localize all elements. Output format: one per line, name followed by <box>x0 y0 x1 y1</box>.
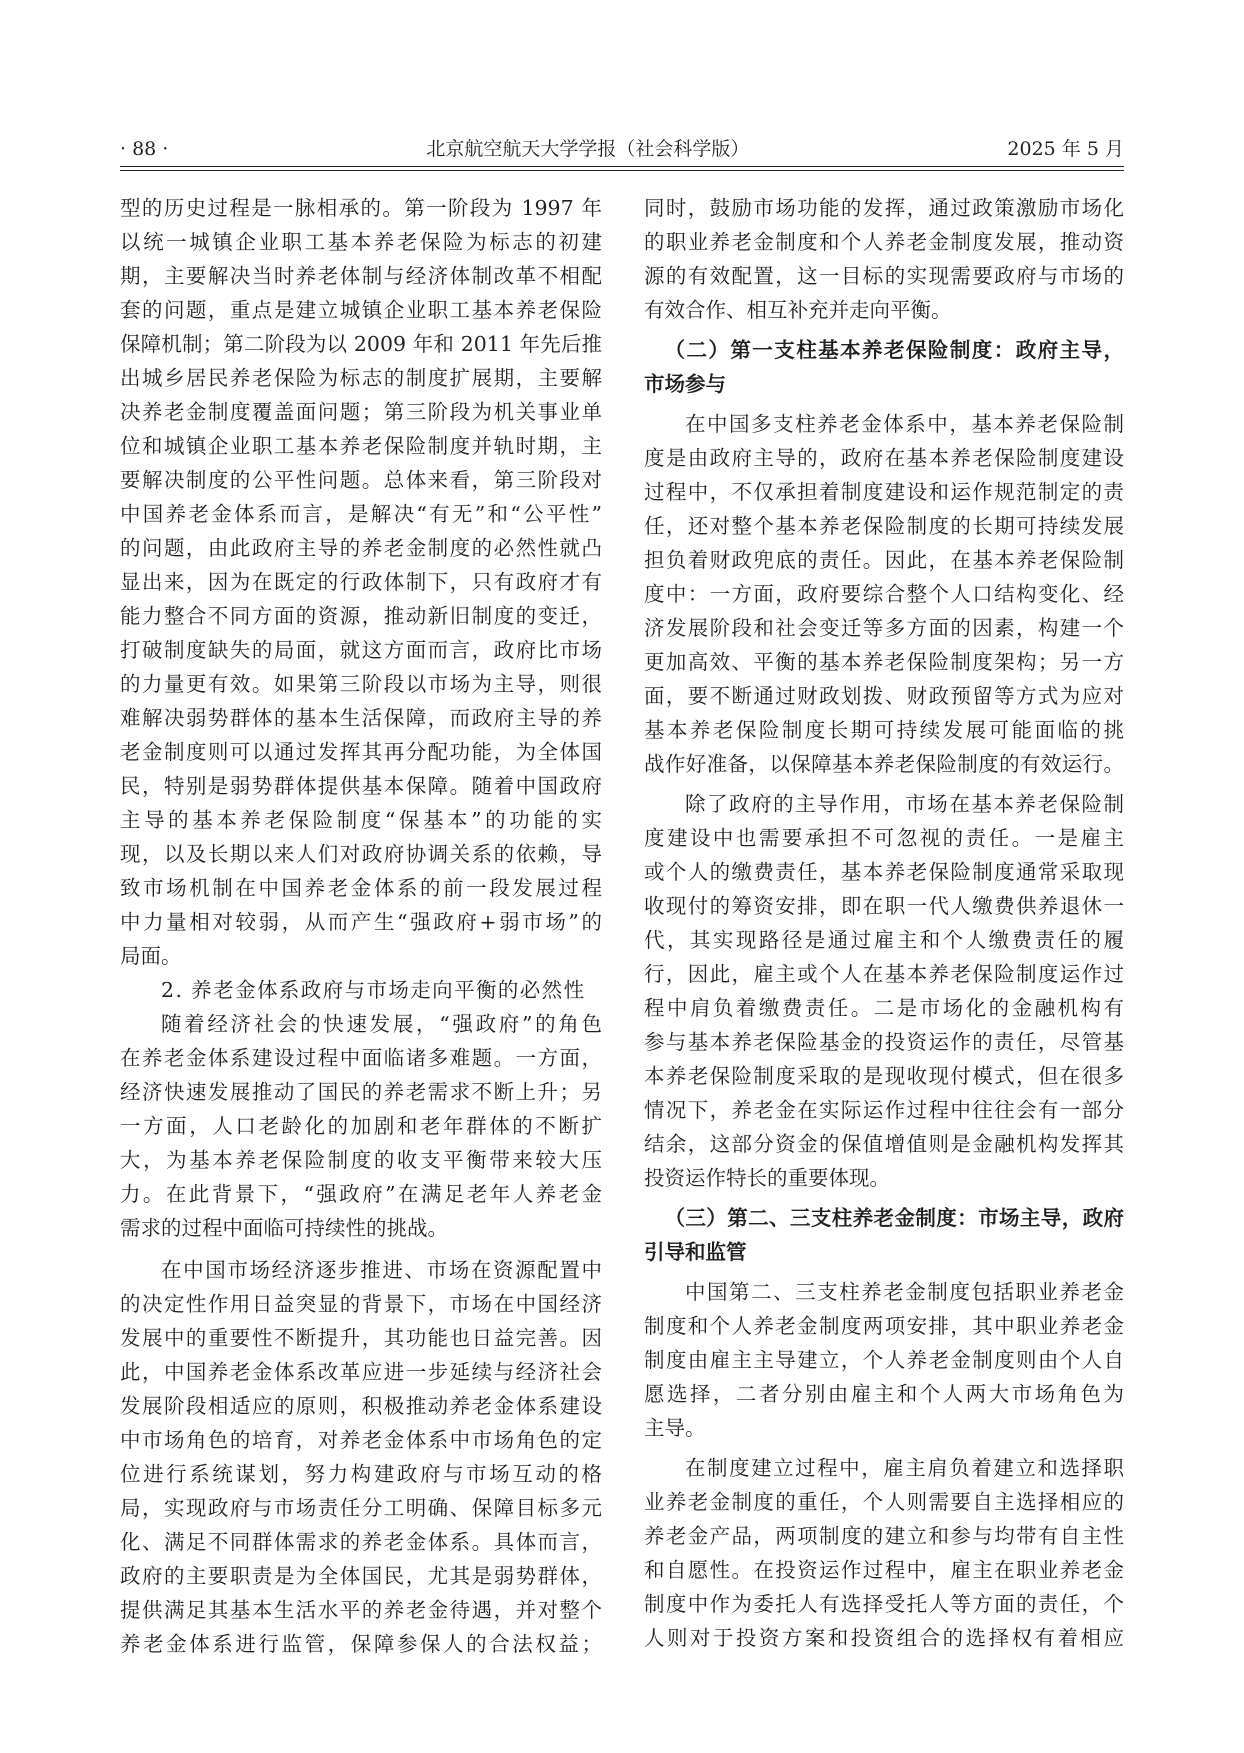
text-line: 致市场机制在中国养老金体系的前一段发展过程 <box>120 876 602 900</box>
text-line: 业养老金制度的重任，个人则需要自主选择相应的 <box>644 1490 1124 1514</box>
section-heading: 2. 养老金体系政府与市场走向平衡的必然性 <box>161 978 586 1002</box>
text-line: 更加高效、平衡的基本养老保险制度架构；另一方 <box>644 650 1124 674</box>
text-line: 经济快速发展推动了国民的养老需求不断上升；另 <box>120 1080 602 1104</box>
heading-line: 市场参与 <box>644 372 726 396</box>
text-line: 中力量相对较弱，从而产生“强政府+弱市场”的 <box>120 910 602 934</box>
heading-line: （三）第二、三支柱养老金制度：市场主导，政府 <box>664 1206 1124 1230</box>
paragraph <box>120 191 602 973</box>
text-line: 以统一城镇企业职工基本养老保险为标志的初建 <box>120 230 602 254</box>
text-line: 打破制度缺失的局面，就这方面而言，政府比市场 <box>120 638 602 662</box>
text-line: 源的有效配置，这一目标的实现需要政府与市场的 <box>644 264 1124 288</box>
text-line: 位和城镇企业职工基本养老保险制度并轨时期，主 <box>120 434 602 458</box>
text-line: 化、满足不同群体需求的养老金体系。具体而言， <box>120 1530 602 1554</box>
text-line: 同时，鼓励市场功能的发挥，通过政策激励市场化 <box>644 196 1124 220</box>
text-line: 参与基本养老保险基金的投资运作的责任，尽管基 <box>644 1030 1124 1054</box>
subsection-heading <box>644 333 1124 401</box>
text-line: 期，主要解决当时养老体制与经济体制改革不相配 <box>120 264 602 288</box>
text-line: 养老金体系进行监管，保障参保人的合法权益； <box>120 1632 602 1656</box>
text-line: 养老金产品，两项制度的建立和参与均带有自主性 <box>644 1524 1124 1548</box>
text-line: 需求的过程中面临可持续性的挑战。 <box>120 1216 448 1240</box>
right-column <box>644 191 1124 1655</box>
text-line: 担负着财政兜底的责任。因此，在基本养老保险制 <box>644 548 1124 572</box>
heading-line: （二）第一支柱基本养老保险制度：政府主导， <box>664 338 1124 362</box>
text-line: 的力量更有效。如果第三阶段以市场为主导，则很 <box>120 672 602 696</box>
text-line: 套的问题，重点是建立城镇企业职工基本养老保险 <box>120 298 602 322</box>
text-line: 型的历史过程是一脉相承的。第一阶段为 1997 年 <box>120 196 602 220</box>
text-line: 收现付的筹资安排，即在职一代人缴费供养退休一 <box>644 894 1124 918</box>
text-line: 结余，这部分资金的保值增值则是金融机构发挥其 <box>644 1132 1124 1156</box>
journal-title: 北京航空航天大学学报（社会科学版） <box>426 138 750 160</box>
issue-date: 2025 年 5 月 <box>1007 138 1124 160</box>
text-line: 现，以及长期以来人们对政府协调关系的依赖，导 <box>120 842 602 866</box>
text-line: 或个人的缴费责任，基本养老保险制度通常采取现 <box>644 860 1124 884</box>
text-line: 决养老金制度覆盖面问题；第三阶段为机关事业单 <box>120 400 602 424</box>
text-line: 基本养老保险制度长期可持续发展可能面临的挑 <box>644 718 1124 742</box>
left-column <box>120 191 602 1661</box>
text-line: 局，实现政府与市场责任分工明确、保障目标多元 <box>120 1496 602 1520</box>
text-line: 中国养老金体系而言，是解决“有无”和“公平性” <box>120 502 602 526</box>
text-line: 主导的基本养老保险制度“保基本”的功能的实 <box>120 808 602 832</box>
text-line: 中国第二、三支柱养老金制度包括职业养老金 <box>685 1280 1124 1304</box>
text-line: 在制度建立过程中，雇主肩负着建立和选择职 <box>685 1456 1124 1480</box>
text-line: 中市场角色的培育，对养老金体系中市场角色的定 <box>120 1428 602 1452</box>
text-line: 政府的主要职责是为全体国民，尤其是弱势群体， <box>120 1564 602 1588</box>
text-line: 任，还对整个基本养老保险制度的长期可持续发展 <box>644 514 1124 538</box>
text-line: 民，特别是弱势群体提供基本保障。随着中国政府 <box>120 774 602 798</box>
header-rule <box>120 166 1124 171</box>
text-line: 难解决弱势群体的基本生活保障，而政府主导的养 <box>120 706 602 730</box>
running-header <box>120 136 1124 162</box>
paragraph <box>644 787 1124 1195</box>
text-line: 一方面，人口老龄化的加剧和老年群体的不断扩 <box>120 1114 602 1138</box>
text-line: 主导。 <box>644 1416 706 1440</box>
text-line: 位进行系统谋划，努力构建政府与市场互动的格 <box>120 1462 602 1486</box>
text-line: 行，因此，雇主或个人在基本养老保险制度运作过 <box>644 962 1124 986</box>
text-line: 除了政府的主导作用，市场在基本养老保险制 <box>685 792 1124 816</box>
text-line: 出城乡居民养老保险为标志的制度扩展期，主要解 <box>120 366 602 390</box>
paragraph <box>644 191 1124 327</box>
paragraph <box>120 1007 602 1245</box>
paragraph <box>644 1275 1124 1445</box>
text-line: 人则对于投资方案和投资组合的选择权有着相应 <box>644 1626 1124 1650</box>
text-line: 发展中的重要性不断提升，其功能也日益完善。因 <box>120 1326 602 1350</box>
text-line: 本养老保险制度采取的是现收现付模式，但在很多 <box>644 1064 1124 1088</box>
text-line: 制度由雇主主导建立，个人养老金制度则由个人自 <box>644 1348 1124 1372</box>
text-line: 的问题，由此政府主导的养老金制度的必然性就凸 <box>120 536 602 560</box>
text-line: 的职业养老金制度和个人养老金制度发展，推动资 <box>644 230 1124 254</box>
text-line: 此，中国养老金体系改革应进一步延续与经济社会 <box>120 1360 602 1384</box>
text-line: 局面。 <box>120 944 182 968</box>
text-line: 度中：一方面，政府要综合整个人口结构变化、经 <box>644 582 1124 606</box>
text-line: 制度中作为委托人有选择受托人等方面的责任，个 <box>644 1592 1124 1616</box>
text-line: 力。在此背景下，“强政府”在满足老年人养老金 <box>120 1182 602 1206</box>
text-line: 愿选择，二者分别由雇主和个人两大市场角色为 <box>644 1382 1124 1406</box>
text-line: 制度和个人养老金制度两项安排，其中职业养老金 <box>644 1314 1124 1338</box>
text-line: 面，要不断通过财政划拨、财政预留等方式为应对 <box>644 684 1124 708</box>
text-line: 代，其实现路径是通过雇主和个人缴费责任的履 <box>644 928 1124 952</box>
text-line: 情况下，养老金在实际运作过程中往往会有一部分 <box>644 1098 1124 1122</box>
text-line: 投资运作特长的重要体现。 <box>644 1166 890 1190</box>
paragraph <box>120 1253 602 1661</box>
text-line: 要解决制度的公平性问题。总体来看，第三阶段对 <box>120 468 602 492</box>
text-line: 程中肩负着缴费责任。二是市场化的金融机构有 <box>644 996 1124 1020</box>
text-line: 显出来，因为在既定的行政体制下，只有政府才有 <box>120 570 602 594</box>
paragraph <box>644 1451 1124 1655</box>
text-line: 度是由政府主导的，政府在基本养老保险制度建设 <box>644 446 1124 470</box>
text-line: 战作好准备，以保障基本养老保险制度的有效运行。 <box>644 752 1124 776</box>
text-line: 度建设中也需要承担不可忽视的责任。一是雇主 <box>644 826 1124 850</box>
text-line: 的决定性作用日益突显的背景下，市场在中国经济 <box>120 1292 602 1316</box>
text-line: 济发展阶段和社会变迁等多方面的因素，构建一个 <box>644 616 1124 640</box>
subsection-heading <box>644 1201 1124 1269</box>
text-line: 老金制度则可以通过发挥其再分配功能，为全体国 <box>120 740 602 764</box>
text-line: 随着经济社会的快速发展，“强政府”的角色 <box>161 1012 602 1036</box>
text-line: 发展阶段相适应的原则，积极推动养老金体系建设 <box>120 1394 602 1418</box>
text-line: 在中国多支柱养老金体系中，基本养老保险制 <box>685 412 1124 436</box>
heading-line: 引导和监管 <box>644 1240 747 1264</box>
text-line: 提供满足其基本生活水平的养老金待遇，并对整个 <box>120 1598 602 1622</box>
text-line: 和自愿性。在投资运作过程中，雇主在职业养老金 <box>644 1558 1124 1582</box>
text-line: 在中国市场经济逐步推进、市场在资源配置中 <box>161 1258 602 1282</box>
page-number: · 88 · <box>120 138 169 160</box>
text-line: 能力整合不同方面的资源，推动新旧制度的变迁， <box>120 604 602 628</box>
text-line: 过程中，不仅承担着制度建设和运作规范制定的责 <box>644 480 1124 504</box>
text-line: 保障机制；第二阶段为以 2009 年和 2011 年先后推 <box>120 332 602 356</box>
text-line: 在养老金体系建设过程中面临诸多难题。一方面， <box>120 1046 602 1070</box>
text-line: 有效合作、相互补充并走向平衡。 <box>644 298 952 322</box>
paragraph <box>644 407 1124 781</box>
text-line: 大，为基本养老保险制度的收支平衡带来较大压 <box>120 1148 602 1172</box>
